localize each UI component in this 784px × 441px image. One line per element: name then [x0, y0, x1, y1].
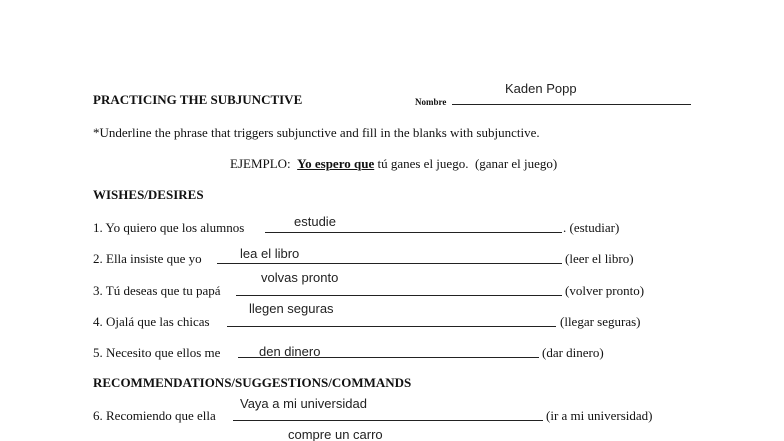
example-hint: (ganar el juego): [474, 156, 558, 171]
example-sentence: tú ganes el juego.: [377, 156, 469, 171]
item-hint: (ir a mi universidad): [546, 408, 653, 423]
answer-line: [236, 295, 562, 296]
nombre-label: Nombre: [415, 97, 447, 107]
nombre-line: [452, 104, 691, 105]
item-prompt: 5. Necesito que ellos me: [93, 345, 221, 360]
instructions: *Underline the phrase that triggers subjunctive and fill in the blanks with subjunctive.: [93, 125, 540, 140]
item-prompt: 1. Yo quiero que los alumnos: [93, 220, 245, 235]
section-wishes: WISHES/DESIRES: [93, 187, 204, 202]
answer-line: [227, 326, 556, 327]
item-prompt: 6. Recomiendo que ella: [93, 408, 216, 423]
nombre-field[interactable]: Kaden Popp: [505, 81, 577, 96]
example-trigger: Yo espero que: [297, 156, 375, 171]
page-title: PRACTICING THE SUBJUNCTIVE: [93, 92, 303, 107]
answer-line: [233, 420, 543, 421]
answer-line: [217, 263, 562, 264]
example-label: EJEMPLO:: [230, 156, 291, 171]
item-hint: . (estudiar): [563, 220, 620, 235]
item-hint: (llegar seguras): [560, 314, 641, 329]
item-prompt: 3. Tú deseas que tu papá: [93, 283, 221, 298]
item-prompt: 2. Ella insiste que yo: [93, 251, 202, 266]
section-recommendations: RECOMMENDATIONS/SUGGESTIONS/COMMANDS: [93, 375, 412, 390]
answer-field[interactable]: den dinero: [259, 344, 321, 359]
item-prompt: 4. Ojalá que las chicas: [93, 314, 210, 329]
item-hint: (leer el libro): [565, 251, 634, 266]
answer-field[interactable]: Vaya a mi universidad: [240, 396, 367, 411]
answer-field[interactable]: compre un carro: [288, 427, 383, 441]
answer-line: [265, 232, 562, 233]
answer-field[interactable]: estudie: [294, 214, 336, 229]
answer-field[interactable]: lea el libro: [240, 246, 300, 261]
answer-field[interactable]: volvas pronto: [261, 270, 339, 285]
item-hint: (dar dinero): [542, 345, 604, 360]
answer-field[interactable]: llegen seguras: [249, 301, 334, 316]
example: [230, 156, 557, 172]
item-hint: (volver pronto): [565, 283, 645, 298]
